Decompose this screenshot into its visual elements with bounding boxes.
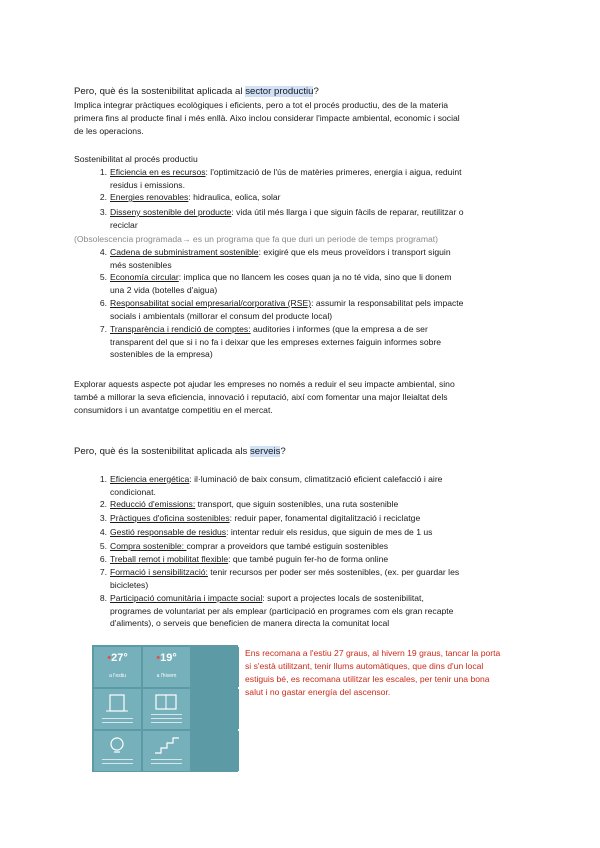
window-tile [143, 689, 190, 729]
list-item-number: 5. [99, 272, 107, 282]
list-item-text: : que també puguin fer-ho de forma online [228, 554, 389, 564]
door-icon [94, 689, 141, 729]
blank-tile [192, 647, 239, 687]
list-item [110, 579, 148, 591]
note-line: estiguis bé, es recomana utilitzar les escales, per tenir una bona [245, 674, 490, 684]
list-item-number: 2. [99, 499, 107, 509]
list-item-number: 6. [99, 554, 107, 564]
list-item-term: Eficiencia en es recursos [110, 167, 206, 177]
list-item-term: Transparència i rendició de comptes: [110, 324, 251, 334]
energy-infographic [92, 645, 238, 772]
list-item-text: auditories i informes (que la empresa a de ser [250, 324, 428, 334]
list-item-number: 7. [99, 567, 107, 577]
conclusion-line: consumidors i un avantatge competitiu en el mercat. [74, 405, 273, 415]
list-item-number: 7. [99, 324, 107, 334]
list-item-text: transparent del que si i no fa i deixar que les empreses externes faiguin informes sobre [110, 336, 442, 347]
list-item [110, 336, 441, 348]
summer-temp-tile [94, 647, 141, 687]
list-item [110, 605, 453, 617]
note-line: salut i no gastar energía del ascensor. [245, 687, 391, 697]
intro-line: de les operacions. [74, 126, 144, 136]
list-item [110, 284, 217, 296]
lightbulb-icon [94, 731, 141, 771]
list-item-number: 5. [99, 541, 107, 551]
list-item-term: Cadena de subministrament sostenible [110, 247, 259, 257]
question-suffix: ? [313, 86, 319, 97]
list-item-number: 2. [99, 192, 107, 202]
obsolescence-note: (Obsolescencia programada→ es un programa que fa que duri un periode de temps programat) [74, 234, 439, 244]
list-item-number: 8. [99, 593, 107, 603]
note-line: si s'està utilitzant, tenir llums automàtiques, que dins d'un local [245, 661, 484, 671]
list-item-text: : assumir la responsabilitat pels impacte [311, 298, 464, 308]
question-suffix: ? [280, 446, 286, 457]
list-item [110, 348, 213, 360]
list-item-text: : exigiré que els meus proveïdors i transport siguin [258, 247, 451, 257]
list-item [110, 219, 138, 231]
list-item-text: bicicletes) [110, 579, 149, 590]
winter-temp-tile [143, 647, 190, 687]
list-item-text: : hidraulica, eolica, solar [188, 192, 281, 202]
list-item-term: Reducció d'emissions: [110, 499, 196, 509]
list-item [110, 323, 428, 335]
list-item-term: Participació comunitària i impacte social [110, 593, 263, 603]
list-item-number: 3. [99, 513, 107, 523]
intro-line: Implica integrar pràctiques ecològiques i eficients, pero a tot el procés productiu, des de la materia [74, 100, 449, 110]
list-item [110, 179, 185, 191]
question-highlight: sector productiu [245, 86, 314, 97]
list-item-term: Compra sostenible: [110, 541, 187, 551]
list-item [110, 486, 156, 498]
list-item-text: comprar a proveidors que també estiguin sostenibles [186, 541, 389, 551]
stairs-tile [143, 731, 190, 771]
list-item-text: : vida útil més llarga i que siguin fàcils de reparar, reutilitzar o [231, 207, 464, 217]
list-item [110, 297, 463, 309]
list-item [110, 553, 388, 565]
list-item [110, 473, 442, 485]
summer-label: a l'estiu [109, 673, 126, 679]
list-item-text: : suport a projectes locals de sostenibilitat, [262, 593, 424, 603]
list-item-text: sostenibles de la empresa) [110, 349, 213, 359]
list-item-term: Energies renovables [110, 192, 189, 202]
list-item [110, 310, 332, 322]
list-item-text: d'aliments), o serveis que beneficien de manera directa la comunitat local [110, 618, 390, 628]
list-item [110, 259, 172, 271]
note-line: Ens recomana a l'estiu 27 graus, al hivern 19 graus, tancar la porta [245, 648, 501, 658]
section1-question [74, 86, 319, 98]
list-item [110, 526, 432, 538]
list-item-text: tenir recursos per poder ser més sostenibles, (ex. per guardar les [207, 567, 460, 577]
window-icon [143, 689, 190, 729]
list-item [110, 166, 462, 178]
thermometer-icon: •19° [156, 652, 177, 664]
list-item [110, 617, 389, 629]
list-item [110, 271, 452, 283]
summer-temp: 27° [111, 652, 128, 664]
list-item-text: socials i ambientals (millorar el consum del producte local) [110, 310, 333, 321]
list-item-text: : reduir paper, fonamental digitalització i reciclatge [229, 513, 421, 523]
list-item [110, 540, 388, 552]
list-item [110, 566, 459, 578]
list-item-text: programes de voluntariat per als emplear (participació en programes com els gran recapte [110, 605, 454, 616]
winter-label: a l'hivern [156, 673, 177, 679]
blank-tile [192, 731, 239, 771]
conclusion-line: també a millorar la seva eficiencia, innovació i reputació, així com fomentar una major lleialtat dels [74, 392, 448, 402]
list-item-text: : l'optimització de l'ús de matèries primeres, energia i aigua, reduint [205, 167, 462, 177]
list-item [110, 206, 463, 218]
lightbulb-tile [94, 731, 141, 771]
list-item [110, 498, 398, 510]
list-item-number: 4. [99, 247, 107, 257]
list-item [110, 246, 451, 258]
list-item-text: una 2 vida (botelles d'aigua) [110, 284, 218, 295]
winter-temp: 19° [160, 652, 177, 664]
section2-question [74, 446, 286, 458]
list-item-number: 6. [99, 298, 107, 308]
list-item-text: més sostenibles [110, 259, 172, 270]
thermometer-icon: •27° [107, 652, 128, 664]
blank-tile [192, 689, 239, 729]
list-item-number: 3. [99, 207, 107, 217]
list-item-text: condicionat. [110, 486, 156, 497]
subheading: Sostenibilitat al procés productiu [74, 154, 198, 164]
list-item-number: 1. [99, 474, 107, 484]
door-tile [94, 689, 141, 729]
list-item-number: 1. [99, 167, 107, 177]
list-item [110, 512, 420, 524]
list-item-text: reciclar [110, 219, 138, 230]
list-item-term: Eficiencia energética [110, 474, 190, 484]
list-item-text: : implica que no llancem les coses quan ja no té vida, sino que li donem [178, 272, 452, 282]
list-item-number: 4. [99, 527, 107, 537]
list-item-term: Formació i sensibilització: [110, 567, 208, 577]
intro-line: primera fins al producte final i més enllà. Aixo inclou considerar l'impacte ambiental, economic i social [74, 113, 460, 123]
conclusion-line: Explorar aquests aspecte pot ajudar les empreses no només a reduir el seu impacte ambiental, sino [74, 379, 455, 389]
list-item-term: Disseny sostenible del producte [110, 207, 232, 217]
list-item-term: Gestió responsable de residus [110, 527, 227, 537]
list-item [110, 592, 424, 604]
question-prefix: Pero, què és la sostenibilitat aplicada als [74, 446, 250, 457]
list-item [110, 191, 281, 203]
list-item-text: : il·luminació de baix consum, climatització eficient calefacció i aire [189, 474, 443, 484]
list-item-term: Pràctiques d'oficina sostenibles [110, 513, 230, 523]
stairs-icon [143, 731, 190, 771]
list-item-text: residus i emissions. [110, 179, 185, 190]
list-item-term: Responsabilitat social empresarial/corporativa (RSE) [110, 298, 312, 308]
question-prefix: Pero, què és la sostenibilitat aplicada al [74, 86, 246, 97]
list-item-term: Economía circular [110, 272, 179, 282]
list-item-text: : intentar reduir els residus, que siguin de mes de 1 us [226, 527, 433, 537]
question-highlight: serveis [250, 446, 281, 457]
list-item-text: transport, que siguin sostenibles, una ruta sostenible [195, 499, 399, 509]
list-item-term: Treball remot i mobilitat flexible [110, 554, 229, 564]
